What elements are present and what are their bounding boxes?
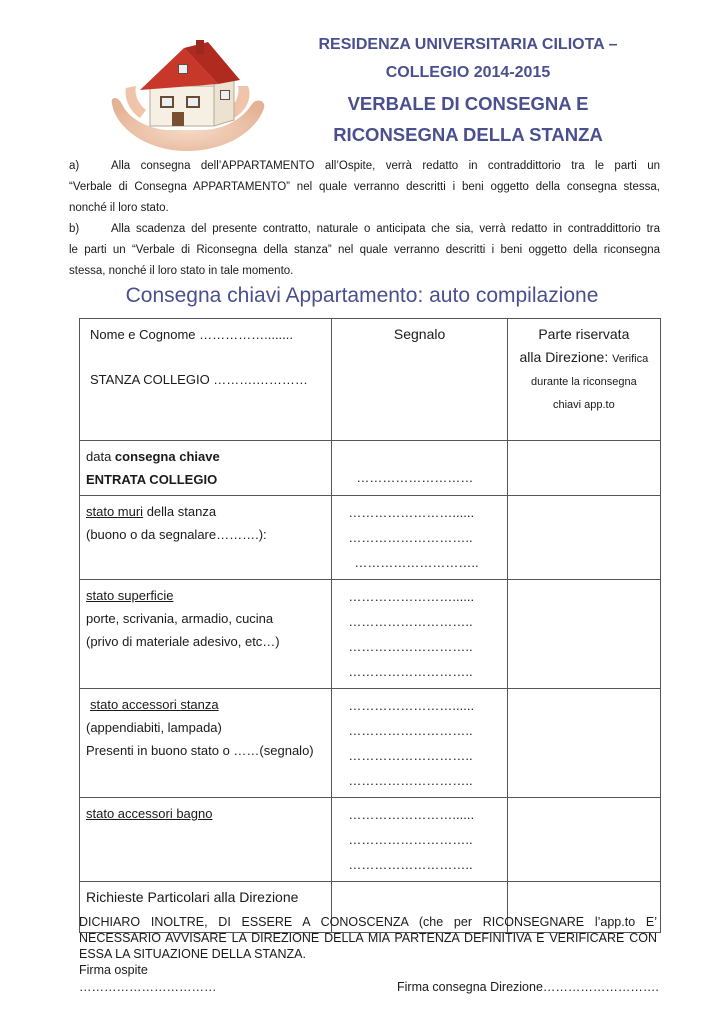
walls-state-cell: stato muri della stanza (buono o da segnalare……….): [80, 496, 332, 580]
room-accessories-cell: stato accessori stanza (appendiabiti, lampada) Presenti in buono stato o ……(segnalo) [80, 689, 332, 798]
entry-date-cell: data consegna chiave ENTRATA COLLEGIO [80, 441, 332, 496]
entry-date-input[interactable]: ……………………… [332, 441, 507, 496]
section-title: Consegna chiavi Appartamento: auto compilazione [125, 284, 599, 307]
entry-date-verify[interactable] [507, 441, 660, 496]
segnalo-header: Segnalo [332, 319, 507, 441]
declaration-text: DICHIARO INOLTRE, DI ESSERE A CONOSCENZA (che per RICONSEGNARE l’app.to E’ NECESSARIO AVVISARE LA DIREZIONE DELLA MIA PARTENZA DEFINITIVA E VERIFICARE CON ESSA LA SITUAZIONE DELLA STANZA. [79, 915, 657, 961]
table-row [80, 689, 661, 798]
table-row [80, 798, 661, 882]
special-requests-cell: Richieste Particolari alla Direzione [80, 882, 332, 933]
bathroom-accessories-verify[interactable] [507, 798, 660, 882]
guest-signature-label: Firma ospite [79, 963, 148, 977]
house-in-hands-icon [106, 30, 268, 154]
walls-state-verify[interactable] [507, 496, 660, 580]
bathroom-accessories-cell: stato accessori bagno [80, 798, 332, 882]
surfaces-state-verify[interactable] [507, 580, 660, 689]
walls-state-input[interactable]: ……………………...... ……………………….. ……………………….. [332, 496, 507, 580]
guest-signature-field[interactable]: …………………………… [79, 980, 217, 994]
room-field-label: STANZA COLLEGIO ……….………… [90, 372, 308, 387]
surfaces-state-cell: stato superficie porte, scrivania, armadio, cucina (privo di materiale adesivo, etc…) [80, 580, 332, 689]
room-accessories-input[interactable]: ……………………...... ……………………….. ……………………….. ……………………….. [332, 689, 507, 798]
intro-paragraph-b: b) Alla scadenza del presente contratto, naturale o anticipata che sia, verrà redatto in contraddittorio tra le parti un “Verbale di Riconsegna della stanza” nel quale verranno descritti i beni oggetto della riconsegna stessa, nonché il loro stato in tale momento. [69, 223, 660, 277]
bathroom-accessories-input[interactable]: ……………………...... ……………………….. ……………………….. [332, 798, 507, 882]
identity-cell[interactable] [80, 319, 332, 441]
table-row [80, 441, 661, 496]
direction-signature-field[interactable]: Firma consegna Direzione………………………. [397, 980, 659, 994]
key-handover-table [79, 318, 661, 933]
surfaces-state-input[interactable]: ……………………...... ……………………….. ……………………….. ……………………….. [332, 580, 507, 689]
residence-title: RESIDENZA UNIVERSITARIA CILIOTA – COLLEGIO 2014-2015 [318, 36, 618, 81]
table-row [80, 580, 661, 689]
name-field-label: Nome e Cognome ……………........ [90, 327, 294, 342]
table-row [80, 319, 661, 441]
table-row [80, 496, 661, 580]
room-accessories-verify[interactable] [507, 689, 660, 798]
intro-paragraph-a: a) Alla consegna dell’APPARTAMENTO all’Ospite, verrà redatto in contraddittorio tra le parti un “Verbale di Consegna APPARTAMENTO” nel quale verranno descritti i beni oggetto della consegna stessa, nonché il loro stato. [69, 160, 660, 214]
document-subtitle: VERBALE DI CONSEGNA E RICONSEGNA DELLA STANZA [333, 93, 603, 145]
direction-reserved-header: Parte riservata alla Direzione: Verifica durante la riconsegna chiavi app.to [507, 319, 660, 441]
